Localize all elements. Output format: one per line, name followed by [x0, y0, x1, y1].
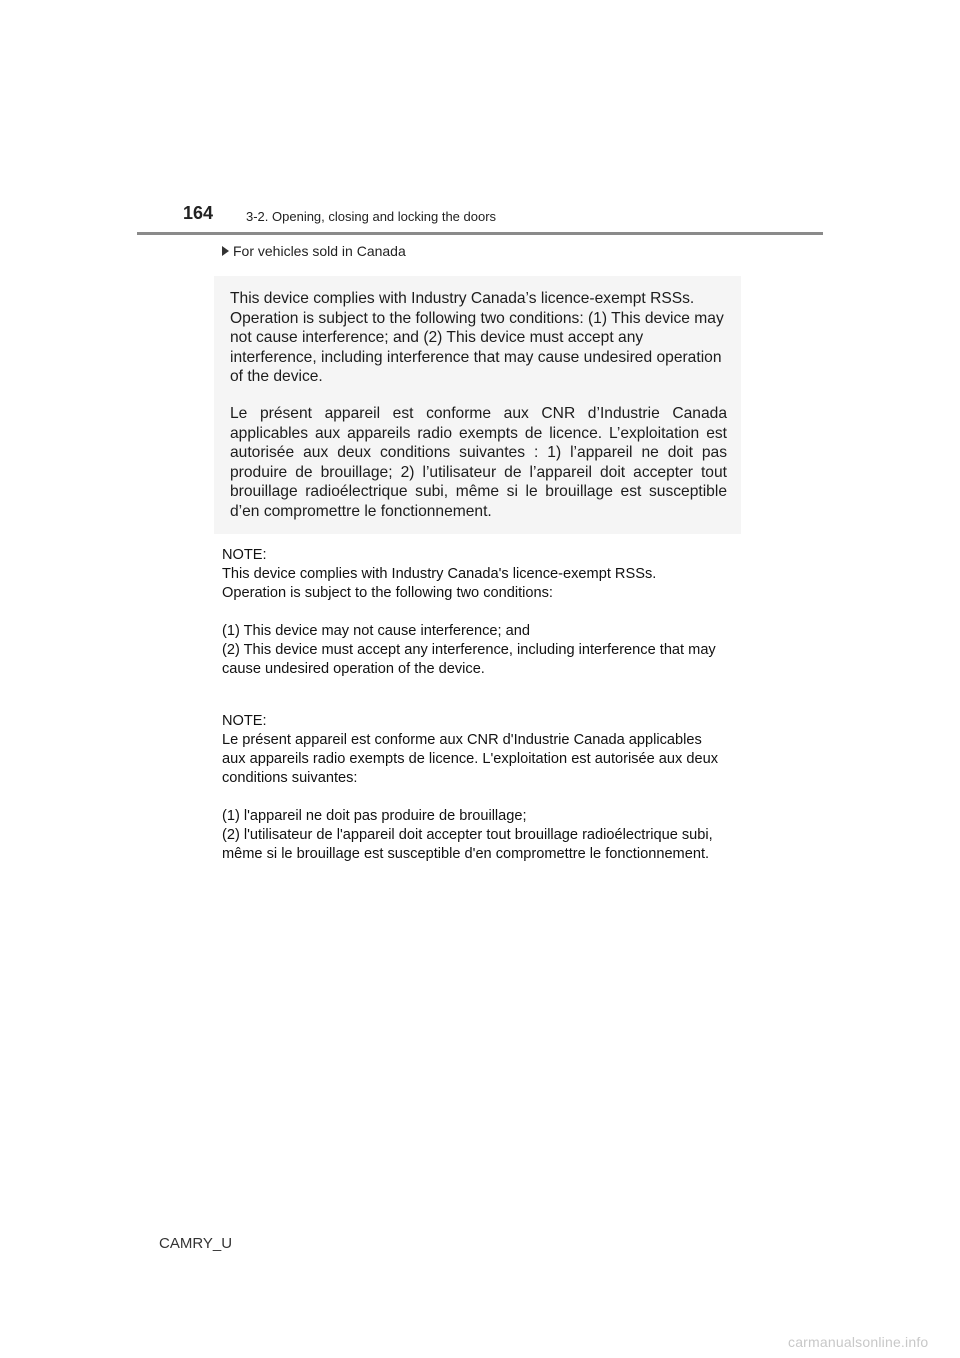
note-heading: NOTE: [222, 547, 267, 563]
label-french-text: Le présent appareil est conforme aux CNR d’Industrie Canada applicables aux appareils radio exempts de licence. L’exploitation est autorisée aux deux conditions suivantes : 1) l’appareil ne doit pas produire de brouillage; 2) l’utilisateur de l’appareil doit accepter tout brouillage radioélectrique subi, même si le brouillage est susceptible d’en compromettre le fonctionnement. [230, 404, 727, 520]
compliance-label-image [214, 276, 741, 534]
note-heading: NOTE: [222, 713, 267, 729]
note-english [222, 546, 722, 679]
subheading [222, 243, 406, 259]
note-intro: This device complies with Industry Canada's licence-exempt RSSs. Operation is subject to the following two conditions: [222, 566, 657, 601]
header-divider [137, 232, 823, 235]
subheading-text: For vehicles sold in Canada [233, 243, 406, 259]
footer-model-code: CAMRY_U [159, 1235, 233, 1252]
triangle-bullet-icon [222, 246, 229, 256]
label-english-text: This device complies with Industry Canada’s licence-exempt RSSs. Operation is subject to the following two conditions: (1) This device may not cause interference; and (2) This device must accept any interference, including interference that may cause undesired operation of the device. [230, 290, 724, 386]
note-condition-1: (1) l'appareil ne doit pas produire de brouillage; [222, 808, 527, 824]
note-french [222, 712, 722, 864]
note-intro: Le présent appareil est conforme aux CNR d'Industrie Canada applicables aux appareils radio exempts de licence. L'exploitation est autorisée aux deux conditions suivantes: [222, 732, 719, 786]
watermark: carmanualsonline.info [788, 1334, 929, 1350]
section-title: 3-2. Opening, closing and locking the doors [246, 209, 497, 224]
page-number: 164 [183, 203, 214, 223]
note-condition-1: (1) This device may not cause interference; and [222, 623, 530, 639]
note-condition-2: (2) l'utilisateur de l'appareil doit accepter tout brouillage radioélectrique subi, même si le brouillage est susceptible d'en compromettre le fonctionnement. [222, 827, 713, 862]
note-condition-2: (2) This device must accept any interference, including interference that may cause undesired operation of the device. [222, 642, 716, 677]
